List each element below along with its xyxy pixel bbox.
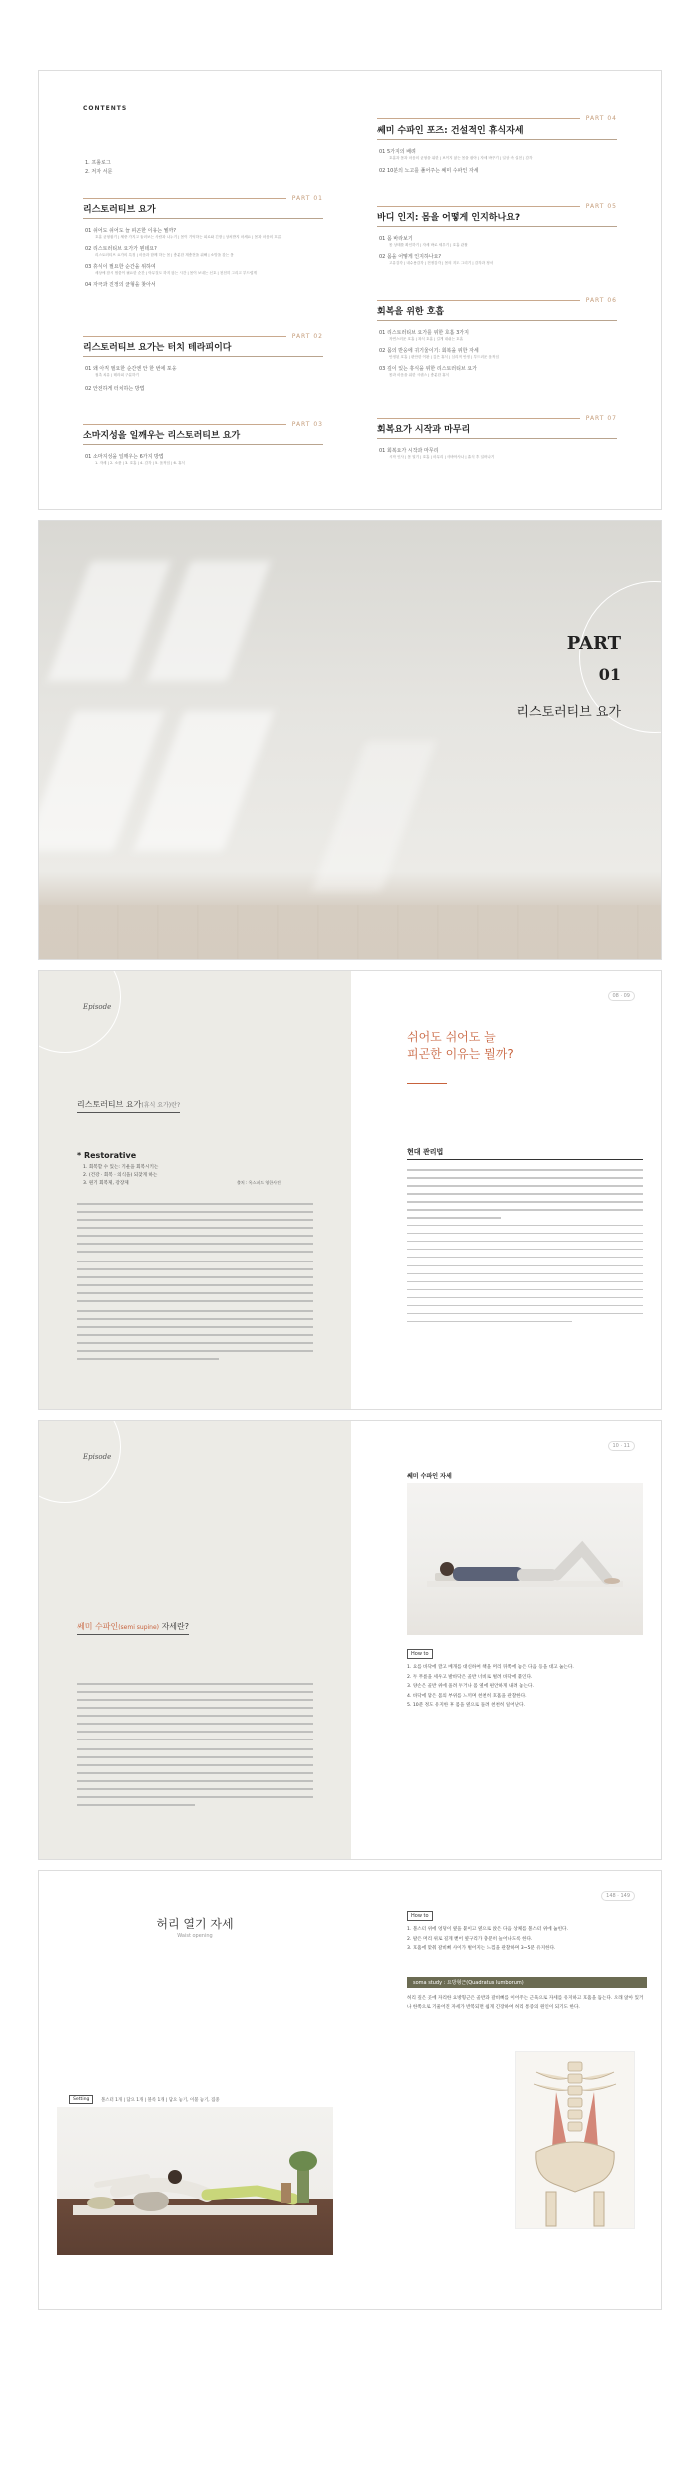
toc-sub: 접촉 치유 | 테라피 구분하기	[95, 373, 139, 377]
howto-steps: 1. 볼스터 위에 엉덩이 옆을 붙이고 옆으로 앉은 다음 상체를 볼스터 위에 눕힌다. 2. 팔은 머리 위로 길게 뻗어 옆구리가 충분히 늘어나도록 한다. 3. 호흡에 맞춰 갈비뼈 사이가 벌어지는 느낌을 관찰하며 3~5분 유지한다.	[407, 1927, 568, 1951]
decorative-circle	[38, 1420, 121, 1503]
decorative-circle	[38, 970, 121, 1053]
toc-item[interactable]: 03 휴식이 필요한 순간을 위하여	[85, 264, 156, 270]
part-04-title: 쎄미 수파인 포즈: 건설적인 휴식자세	[377, 126, 524, 136]
spine-pelvis-illustration	[516, 2052, 634, 2228]
pose-title: 허리 열기 자세	[156, 1917, 234, 1931]
title-rule	[407, 1083, 447, 1084]
toc-item[interactable]: 02 리스토러티브 요가가 뭔데요?	[85, 246, 157, 252]
part-06-title: 회복을 위한 호흡	[377, 307, 445, 317]
toc-sub: 자연스러운 호흡 | 복식 호흡 | 길게 내쉬는 호흡	[389, 337, 464, 341]
episode-heading: 쎄미 수파인(semi supine) 자세란?	[77, 1621, 189, 1635]
right-page	[351, 1871, 661, 2309]
toc-sub: 호흡과 몸과 마음의 균형을 위한 | 보이지 않는 몸을 잡아 | 자세 바꾸기 | 일상 속 실천 | 감각	[389, 156, 533, 160]
contents-label: CONTENTS	[83, 105, 128, 112]
part-03-head: PART 03	[83, 421, 323, 428]
toc-sub: 몸과 마음을 위한 시퀀스 | 충분한 휴식	[389, 373, 450, 377]
part-04-rule	[377, 139, 617, 140]
dictionary-source: 출처 : 옥스퍼드 영한사전	[237, 1180, 281, 1185]
left-page	[39, 971, 351, 1409]
part-01-head: PART 01	[83, 195, 323, 202]
left-page	[39, 1421, 351, 1859]
toc-intro-1: 1. 프롤로그	[85, 160, 111, 166]
section-rule	[407, 1159, 643, 1160]
pose-photo	[57, 2107, 333, 2255]
part-03-rule	[83, 444, 323, 445]
waist-opening-figure	[57, 2107, 333, 2255]
part-06-head: PART 06	[377, 297, 617, 304]
part-06-rule	[377, 320, 617, 321]
part-07-title: 회복요가 시작과 마무리	[377, 425, 471, 435]
episode-spread-2	[38, 1420, 662, 1860]
toc-sub: 호흡 균형잡기 | 체중 가지고 둘러보는 사람과 나누기 | 몸이 기억하는 피로와 긴장 | 상처받지 마세요 | 몸과 마음의 흐름	[95, 235, 282, 239]
episode-spread-1	[38, 970, 662, 1410]
toc-item[interactable]: 02 몸을 어떻게 인지하나요?	[379, 254, 442, 260]
part-07-rule	[377, 438, 617, 439]
toc-item[interactable]: 04 자극과 진정의 균형을 찾아서	[85, 282, 156, 288]
toc-item[interactable]: 01 리스토러티브 요가를 위한 호흡 3가지	[379, 330, 469, 336]
part-title: 리스토러티브 요가	[516, 705, 621, 720]
page-number: 08 · 09	[608, 991, 636, 1001]
toc-item[interactable]: 01 회복요가 시작과 마무리	[379, 448, 439, 454]
chapter-title: 쉬어도 쉬어도 늘 피곤한 이유는 뭘까?	[407, 1030, 514, 1061]
toc-intro-2: 2. 저자 서문	[85, 169, 113, 175]
toc-sub: 리스토러티브 요가의 특징 | 마음과 함께 하는 몸 | 충분한 재충전을 위해 | 소망을 갖는 몸	[95, 253, 234, 257]
soma-study-text: 허리 깊은 곳에 자리한 요방형근은 골반과 갈비뼈를 이어주는 근육으로 자세를 유지하고 호흡을 돕는다. 오래 앉아 있거나 한쪽으로 기울어진 자세가 반복되면 쉽게 긴장하여 허리 통증의 원인이 되기도 한다.	[407, 1996, 644, 2010]
page-number: 10 · 11	[608, 1441, 636, 1451]
part-07-head: PART 07	[377, 415, 617, 422]
toc-sub: 1. 자세 | 2. 소품 | 3. 호흡 | 4. 감각 | 5. 움직임 | 6. 휴식	[95, 461, 186, 465]
part-02-title: 리스토러티브 요가는 터치 테라피이다	[83, 343, 232, 353]
contents-spread	[38, 70, 662, 510]
body-text	[77, 1683, 313, 1812]
setting-tag: Setting	[69, 2095, 93, 2104]
part-04-head: PART 04	[377, 115, 617, 122]
toc-sub: 몸 상태를 확인하기 | 자세 바로 세우기 | 호흡 관찰	[389, 243, 468, 247]
body-text	[407, 1169, 643, 1329]
pose-photo	[407, 1483, 643, 1635]
part-label: PART	[566, 633, 621, 654]
anatomy-illustration	[515, 2051, 635, 2229]
part-05-title: 바디 인지: 몸을 어떻게 인지하나요?	[377, 213, 521, 223]
right-page	[351, 971, 661, 1409]
pose-subtitle: Waist opening	[177, 1933, 213, 1939]
toc-item[interactable]: 02 몸의 반응에 귀기울이기: 회복을 위한 자세	[379, 348, 479, 354]
part-02-head: PART 02	[83, 333, 323, 340]
howto-tag: How to	[407, 1911, 433, 1921]
body-text	[77, 1203, 313, 1366]
toc-sub: 시작 인사 | 몸 열기 | 호흡 | 마무리 | 사바아사나 | 휴식 후 일어나기	[389, 455, 495, 459]
restorative-label: * Restorative	[77, 1151, 137, 1160]
toc-item[interactable]: 03 깊이 있는 휴식을 위한 리스토러티브 요가	[379, 366, 478, 372]
part-05-head: PART 05	[377, 203, 617, 210]
toc-sub: 안정된 호흡 | 편안한 이완 | 깊은 휴식 | 심리적 안정 | 부드러운 움직임	[389, 355, 499, 359]
pose-spread	[38, 1870, 662, 2310]
window-light	[312, 741, 437, 891]
episode-heading: 리스토러티브 요가(휴식 요가)란?	[77, 1099, 180, 1113]
wooden-floor	[39, 905, 661, 959]
toc-item[interactable]: 01 몸 바라보기	[379, 236, 413, 242]
semi-supine-figure	[407, 1483, 643, 1635]
section-heading: 현대 관리법	[407, 1148, 444, 1156]
toc-item[interactable]: 01 5가지의 배려	[379, 149, 416, 155]
restorative-definitions: 1. 회복할 수 있는: 기운을 회복시키는 2. (건강 · 회복 · 의식을) 되찾게 하는 3. 원기 회복제, 강장제	[83, 1165, 159, 1186]
toc-sub: 세상에 잠시 멈춤이 필요한 순간 | 아무것도 하지 않는 시간 | 몸이 보내는 신호 | 천천히 그리고 부드럽게	[95, 271, 257, 275]
setting-text: 볼스터 1개 | 담요 1개 | 블록 1개 | 담요 놓기, 이불 놓기, 집중	[101, 2098, 220, 2103]
toc-item[interactable]: 02 10분의 노고를 풀어주는 쎄미 수파인 자세	[379, 168, 479, 174]
part-01-rule	[83, 218, 323, 219]
page-number: 148 · 149	[601, 1891, 635, 1901]
part-01-title: 리스토러티브 요가	[83, 205, 156, 215]
toc-item[interactable]: 01 쉬어도 쉬어도 늘 피곤한 이유는 뭘까?	[85, 228, 177, 234]
episode-label: Episode	[83, 1003, 112, 1011]
toc-item[interactable]: 01 왜 아직 필요한 순간엔 안 한 번에 포옹	[85, 366, 177, 372]
soma-study-bar: soma study : 요방형근(Quadratus lumborum)	[407, 1977, 647, 1988]
toc-item[interactable]: 01 소마지성을 일깨우는 6가지 방법	[85, 454, 164, 460]
photo-title: 쎄미 수파인 자세	[407, 1473, 452, 1480]
part-03-title: 소마지성을 일깨우는 리스토러티브 요가	[83, 431, 241, 441]
right-page	[351, 1421, 661, 1859]
part-02-rule	[83, 356, 323, 357]
toc-item[interactable]: 02 안전하게 터치하는 방법	[85, 386, 145, 392]
part-number: 01	[598, 665, 621, 684]
howto-steps: 1. 요를 바닥에 깔고 베개를 대신하여 책을 머리 뒤쪽에 놓은 다음 등을 대고 눕는다. 2. 두 무릎을 세우고 발바닥은 골반 너비로 벌려 바닥에 붙인다. 3. 양손은 골반 위에 올려 두거나 몸 옆에 편안하게 내려 놓는다. 4. 바닥에 닿은 몸의 부위를 느끼며 천천히 호흡을 관찰한다. 5. 10분 정도 유지한 후 몸을 옆으로 돌려 천천히 일어난다.	[407, 1665, 574, 1708]
window-light	[47, 561, 171, 681]
left-page	[39, 1871, 351, 2309]
episode-label: Episode	[83, 1453, 112, 1461]
toc-sub: 고유감각 | 내수용감각 | 전정감각 | 몸의 지도 그리기 | 감각과 정서	[389, 261, 494, 265]
window-light	[147, 561, 271, 681]
part-05-rule	[377, 226, 617, 227]
howto-tag: How to	[407, 1649, 433, 1659]
part-opener-spread	[38, 520, 662, 960]
